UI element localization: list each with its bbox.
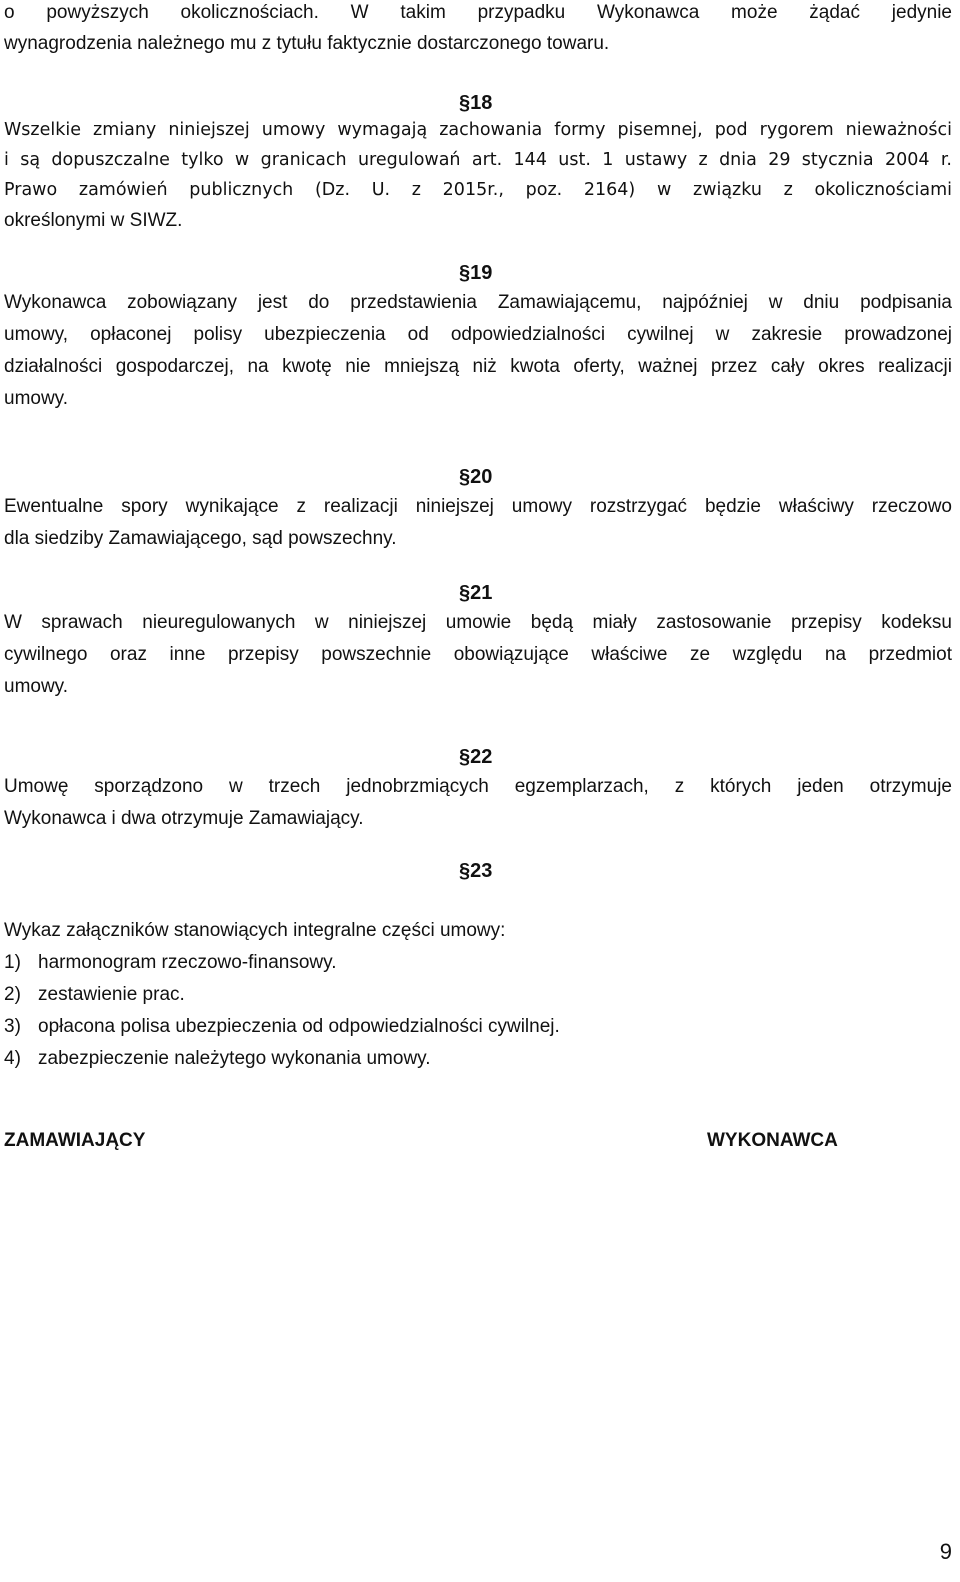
page-number: 9: [939, 1539, 952, 1564]
signature-zamawiajacy: ZAMAWIAJĄCY: [4, 1130, 146, 1151]
section-18-line-4: określonymi w SIWZ.: [4, 210, 183, 231]
attachment-item-number: 4): [4, 1048, 21, 1069]
section-19-line-4: umowy.: [4, 388, 69, 409]
section-21-line-2: cywilnego oraz inne przepisy powszechnie obowiązujące właściwe ze względu na przedmiot: [4, 644, 952, 665]
attachment-item-3: [4, 1014, 560, 1039]
attachment-item-4: [4, 1046, 431, 1071]
attachments-intro: Wykaz załączników stanowiących integralne części umowy:: [4, 920, 506, 941]
intro-line-1: o powyższych okolicznościach. W takim przypadku Wykonawca może żądać jedynie: [4, 2, 952, 23]
section-21-heading: §21: [459, 582, 493, 604]
attachment-item-text: zabezpieczenie należytego wykonania umowy.: [38, 1048, 431, 1069]
attachment-item-text: opłacona polisa ubezpieczenia od odpowiedzialności cywilnej.: [38, 1016, 560, 1037]
section-19-heading: §19: [459, 262, 493, 284]
section-22-line-1: Umowę sporządzono w trzech jednobrzmiących egzemplarzach, z których jeden otrzymuje: [4, 776, 952, 797]
attachment-item-2: [4, 982, 185, 1007]
section-22-line-2: Wykonawca i dwa otrzymuje Zamawiający.: [4, 808, 364, 829]
section-18-heading: §18: [459, 92, 493, 114]
attachment-item-number: 1): [4, 952, 21, 973]
attachment-item-text: zestawienie prac.: [38, 984, 185, 1005]
section-19-line-3: działalności gospodarczej, na kwotę nie mniejszą niż kwota oferty, ważnej przez cały okres realizacji: [4, 356, 952, 377]
attachment-item-text: harmonogram rzeczowo-finansowy.: [38, 952, 337, 973]
section-19-line-2: umowy, opłaconej polisy ubezpieczenia od odpowiedzialności cywilnej w zakresie prowadzonej: [4, 324, 952, 345]
section-18-line-2: i są dopuszczalne tylko w granicach uregulowań art. 144 ust. 1 ustawy z dnia 29 stycznia 2004 r.: [4, 150, 952, 170]
section-18-line-3: Prawo zamówień publicznych (Dz. U. z 2015r., poz. 2164) w związku z okolicznościami: [4, 180, 952, 200]
intro-line-2: wynagrodzenia należnego mu z tytułu faktycznie dostarczonego towaru.: [4, 33, 610, 54]
section-21-line-1: W sprawach nieuregulowanych w niniejszej umowie będą miały zastosowanie przepisy kodeksu: [4, 612, 952, 633]
signature-wykonawca: WYKONAWCA: [707, 1130, 838, 1151]
section-20-heading: §20: [459, 466, 493, 488]
section-23-heading: §23: [459, 860, 493, 882]
section-18-line-1: Wszelkie zmiany niniejszej umowy wymagają zachowania formy pisemnej, pod rygorem nieważności: [4, 120, 952, 140]
section-21-line-3: umowy.: [4, 676, 69, 697]
section-19-line-1: Wykonawca zobowiązany jest do przedstawienia Zamawiającemu, najpóźniej w dniu podpisania: [4, 292, 952, 313]
section-20-line-2: dla siedziby Zamawiającego, sąd powszechny.: [4, 528, 397, 549]
section-22-heading: §22: [459, 746, 493, 768]
attachment-item-number: 2): [4, 984, 21, 1005]
attachment-item-1: [4, 950, 337, 975]
section-20-line-1: Ewentualne spory wynikające z realizacji niniejszej umowy rozstrzygać będzie właściwy rzeczowo: [4, 496, 952, 517]
attachment-item-number: 3): [4, 1016, 21, 1037]
